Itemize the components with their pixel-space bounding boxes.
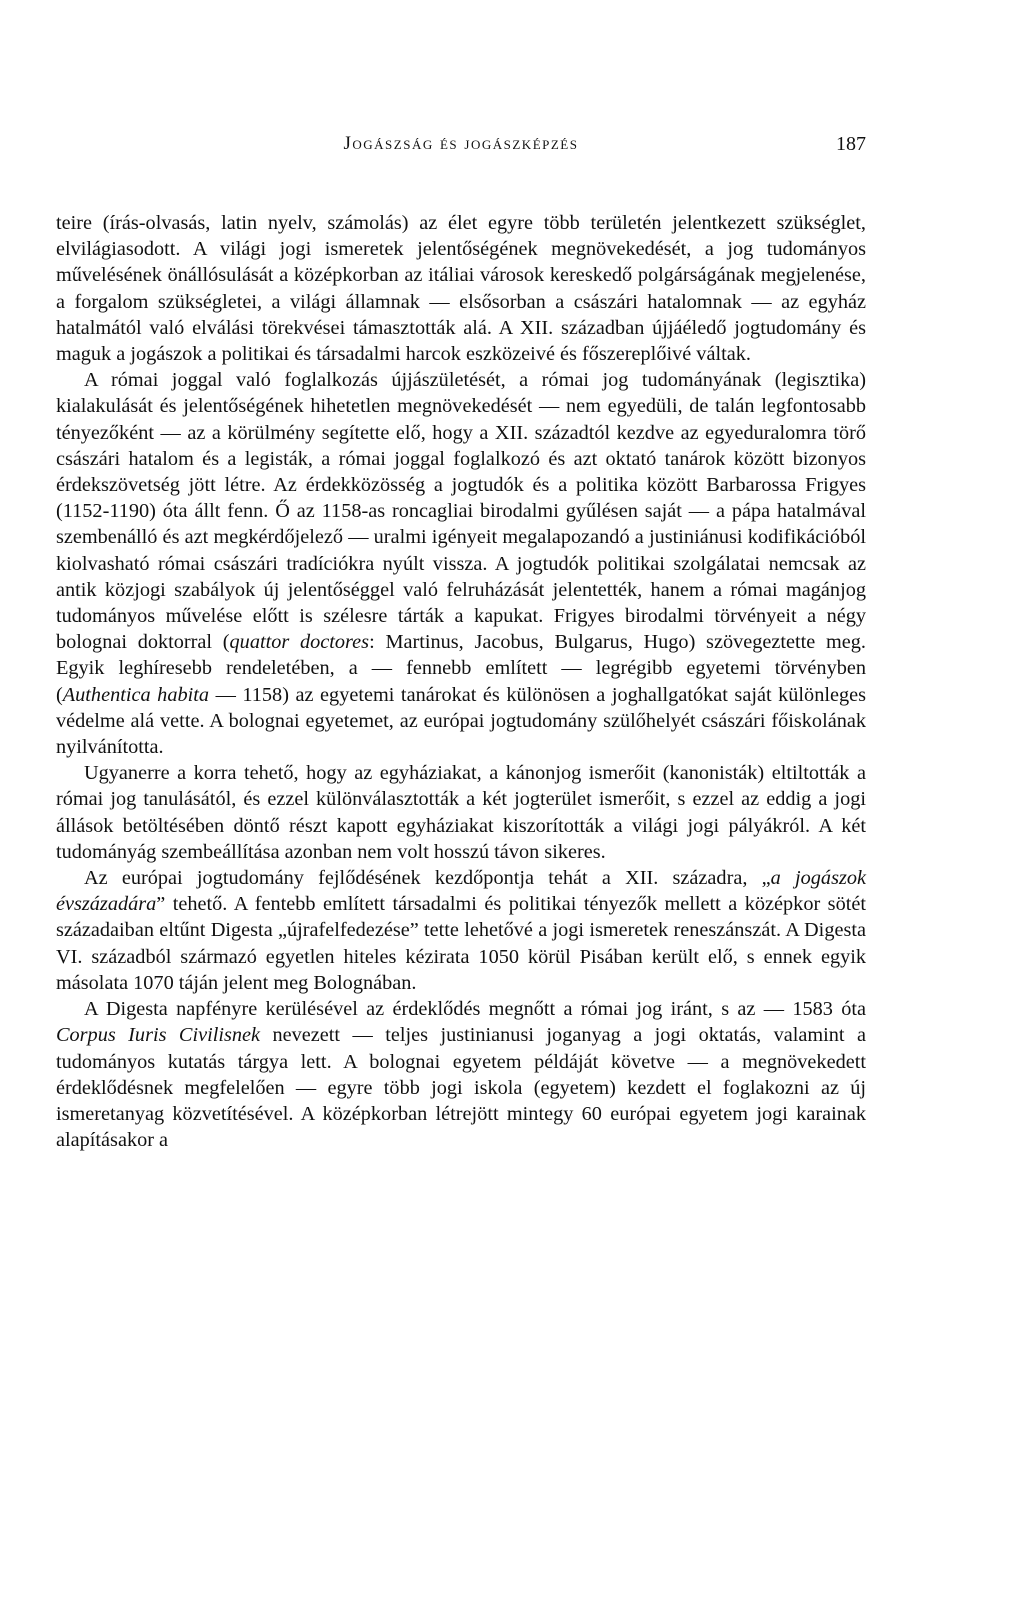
paragraph-3 xyxy=(56,760,866,865)
latin-term: Authentica habita xyxy=(62,683,210,706)
latin-term: Corpus Iuris Civilisnek xyxy=(56,1024,261,1047)
paragraph-2 xyxy=(56,367,866,760)
paragraph-text: ” tehető. A fentebb említett társadalmi és politikai tényezők mellett a középkor sötét századaiban eltűnt Digesta „újrafelfedezése” tette lehetővé a jogi ismeretek reneszánszát. A Digesta VI. századból származó egyetlen hiteles kézirata 1050 körül Pisában került elő, s ennek egyik másolata 1070 táján jelent meg Bolognában. xyxy=(56,893,866,994)
paragraph-1 xyxy=(56,210,866,367)
latin-term: quattor doctores xyxy=(229,631,370,654)
paragraph-text: : Martinus, Jacobus, Bulgarus, Hugo) szövegeztette meg. Egyik leghíresebb rendeletében, a — fennebb említett — legrégibb egyetemi törvényben ( xyxy=(56,631,866,706)
paragraph-5 xyxy=(56,996,866,1153)
paragraph-text: Ugyanerre a korra tehető, hogy az egyháziakat, a kánonjog ismerőit (kanonisták) eltiltották a római jog tanulásától, és ezzel különválasztották a két jogterület ismerőit, s ezzel az eddig a jogi állások betöltésében döntő részt kapott egyháziakat kiszorították a világi jogi pályákról. A két tudományág szembeállítása azonban nem volt hosszú távon sikeres. xyxy=(56,762,866,863)
emphasized-phrase: a jogászok évszázadára xyxy=(56,867,866,916)
paragraph-text: teire (írás-olvasás, latin nyelv, számolás) az élet egyre több területén jelentkezett szükséglet, elvilágiasodott. A világi jogi ismeretek jelentőségének megnövekedését, a jog tudományos művelésének önállósulását a középkorban az itáliai városok kereskedő polgárságának megjelenése, a forgalom szükségletei, a világi államnak — elsősorban a császári hatalomnak — az egyház hatalmától való elválási törekvései támasztották alá. A XII. században újjáéledő jogtudomány és maguk a jogászok a politikai és társadalmi harcok eszközeivé és főszereplőivé váltak. xyxy=(56,212,866,366)
paragraph-text: — 1158) az egyetemi tanárokat és különösen a joghallgatókat saját különleges védelme alá vette. A bolognai egyetemet, az európai jogtudomány szülőhelyét császári főiskolának nyilvánította. xyxy=(56,683,867,759)
paragraph-4 xyxy=(56,865,866,996)
paragraph-text: Az európai jogtudomány fejlődésének kezdőpontja tehát a XII. századra, „ xyxy=(84,867,771,890)
paragraph-text: nevezett — teljes justinianusi joganyag a jogi oktatás, valamint a tudományos kutatás tárgya lett. A bolognai egyetem példáját követve — a megnövekedett érdeklődésnek megfelelően — egyre több jogi iskola (egyetem) kezdett el foglakozni az új ismeretanyag közvetítésével. A középkorban létrejött mintegy 60 európai egyetem jogi karainak alapításakor a xyxy=(56,1024,867,1152)
running-head xyxy=(56,133,866,165)
page-number: 187 xyxy=(836,133,866,155)
paragraph-text: A Digesta napfényre kerülésével az érdeklődés megnőtt a római jog iránt, s az — 1583 óta xyxy=(84,998,866,1021)
body-text xyxy=(56,210,866,1153)
paragraph-text: A római joggal való foglalkozás újjászületését, a római jog tudományának (legisztika) kialakulását és jelentőségének hihetetlen megnövekedését — nem egyedüli, de talán legfontosabb tényezőként — az a körülmény segítette elő, hogy a XII. századtól kezdve az egyeduralomra törő császári hatalom és a legisták, a római joggal foglalkozó és azt oktató tanárok között bizonyos érdekszövetség jött létre. Az érdekközösség a jogtudók és a politika között Barbarossa Frigyes (1152-1190) óta állt fenn. Ő az 1158-as roncagliai birodalmi gyűlésen saját — a pápa hatalmával szembenálló és azt megkérdőjelező — uralmi igényeit megalapozandó a justiniánusi kodifikációból kiolvasható római császári tradíciókra nyúlt vissza. A jogtudók politikai szolgálatai nemcsak az antik közjogi szabályok új jelentőséggel való felruházását jelentették, hanem a római magánjog tudományos művelése előtt is szélesre tárták a kapukat. Frigyes birodalmi törvényeit a négy bolognai doktorral ( xyxy=(56,369,866,654)
running-title: Jogászság és jogászképzés xyxy=(343,133,579,154)
